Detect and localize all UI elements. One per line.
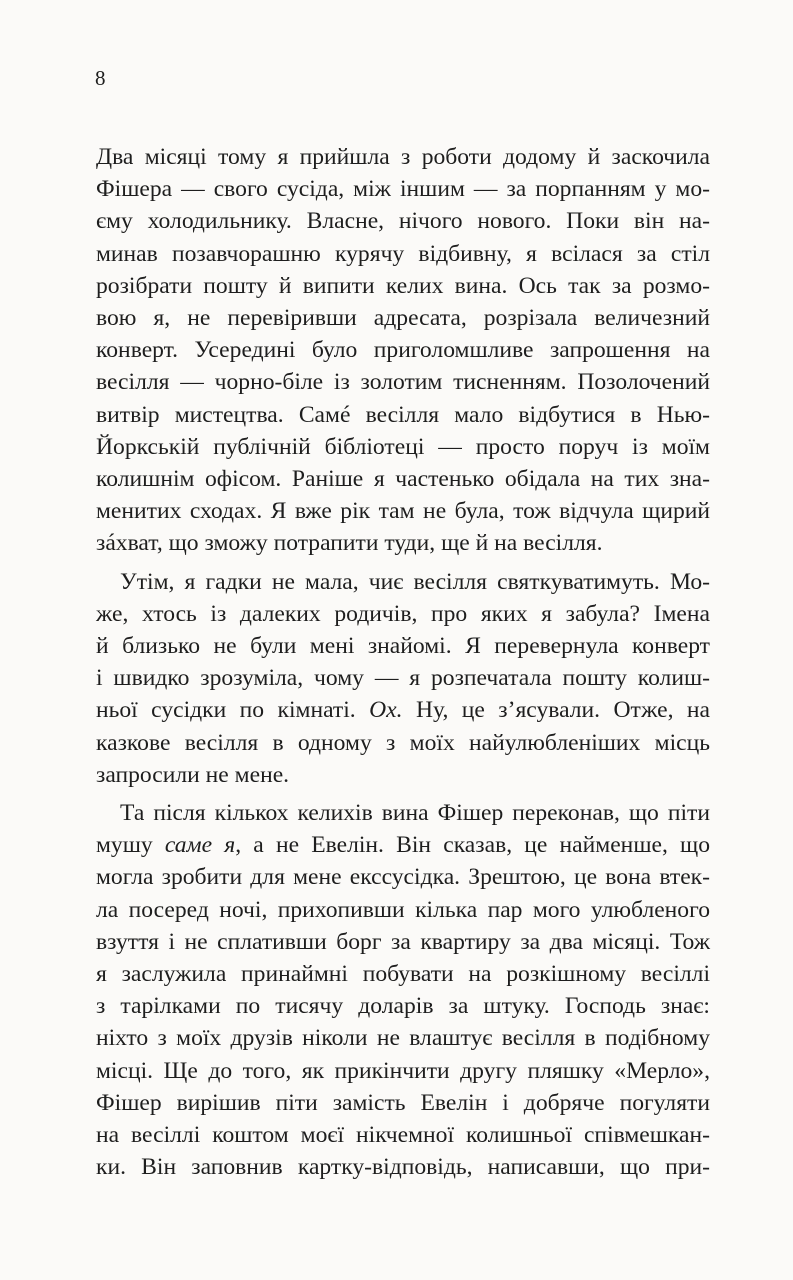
body-text bbox=[96, 141, 710, 1184]
text-line: на весіллі коштом моєї нікчемної колишньої співмешкан- bbox=[96, 1122, 710, 1149]
text-line: ла посеред ночі, прихопивши кілька пар мого улюбленого bbox=[96, 896, 710, 923]
text-line: же, хтось із далеких родичів, про яких я забула? Імена bbox=[96, 600, 710, 627]
text-line: Фішер вирішив піти замість Евелін і добряче погуляти bbox=[96, 1089, 710, 1116]
paragraph-1 bbox=[96, 141, 710, 560]
text-line: витвір мистецтва. Самé весілля мало відбутися в Нью- bbox=[96, 401, 710, 428]
text-fragment: , а не Евелін. Він сказав, це найменше, що bbox=[235, 832, 710, 859]
text-line-with-emphasis bbox=[96, 829, 710, 861]
text-fragment: мушу bbox=[96, 832, 165, 859]
text-line: Утім, я гадки не мала, чиє весілля святкуватимуть. Мо- bbox=[120, 568, 710, 595]
text-line: колишнім офісом. Раніше я частенько обідала на тих зна- bbox=[96, 466, 710, 493]
text-line: запросили не мене. bbox=[96, 761, 290, 788]
emphasis-text: Ох. bbox=[369, 697, 403, 724]
text-line: єму холодильнику. Власне, нічого нового. Поки він на- bbox=[96, 208, 710, 235]
text-line: я заслужила принаймні побувати на розкішному весіллі bbox=[96, 961, 710, 988]
text-line: весілля — чорно-біле із золотим тисненням. Позолочений bbox=[96, 369, 710, 396]
text-line: взуття і не сплативши борг за квартиру за два місяці. Тож bbox=[96, 928, 710, 955]
text-line: з тарілками по тисячу доларів за штуку. Господь знає: bbox=[96, 993, 710, 1020]
text-line: зáхват, що зможу потрапити туди, ще й на весілля. bbox=[96, 530, 603, 557]
text-line: Йоркській публічній бібліотеці — просто поруч із моїм bbox=[96, 433, 710, 460]
text-line: ніхто з моїх друзів ніколи не влаштує весілля в подібному bbox=[96, 1025, 710, 1052]
text-line-with-emphasis bbox=[96, 694, 710, 726]
text-line: могла зробити для мене екссусідка. Зрештою, це вона втек- bbox=[96, 864, 710, 891]
text-line: ки. Він заповнив картку-відповідь, написавши, що при- bbox=[96, 1154, 710, 1181]
text-line: розібрати пошту й випити келих вина. Ось так за розмо- bbox=[96, 272, 710, 299]
paragraph-2 bbox=[96, 566, 710, 791]
text-line: Та після кількох келихів вина Фішер переконав, що піти bbox=[120, 800, 710, 827]
text-line: конверт. Усередині було приголомшливе запрошення на bbox=[96, 337, 710, 364]
emphasis-text: саме я bbox=[164, 832, 236, 859]
text-line: минав позавчорашню курячу відбивну, я всілася за стіл bbox=[96, 240, 710, 267]
paragraph-3 bbox=[96, 797, 710, 1183]
text-line: вою я, не перевіривши адресата, розрізала величезний bbox=[96, 305, 710, 332]
text-line: й близько не були мені знайомі. Я перевернула конверт bbox=[96, 633, 710, 660]
text-fragment: Ну, це з’ясували. Отже, на bbox=[402, 697, 710, 724]
text-line: Фішера — свого сусіда, між іншим — за порпанням у мо- bbox=[96, 176, 710, 203]
text-line: місці. Ще до того, як прикінчити другу пляшку «Мерло», bbox=[96, 1057, 710, 1084]
text-line: менитих сходах. Я вже рік там не була, тож відчула щирий bbox=[96, 498, 710, 525]
text-line: Два місяці тому я прийшла з роботи додому й заскочила bbox=[96, 144, 710, 170]
page-number: 8 bbox=[95, 66, 106, 90]
text-line: і швидко зрозуміла, чому — я розпечатала пошту колиш- bbox=[96, 665, 710, 692]
text-line: казкове весілля в одному з моїх найулюбленіших місць bbox=[96, 729, 710, 756]
text-fragment: ньої сусідки по кімнаті. bbox=[96, 697, 370, 724]
